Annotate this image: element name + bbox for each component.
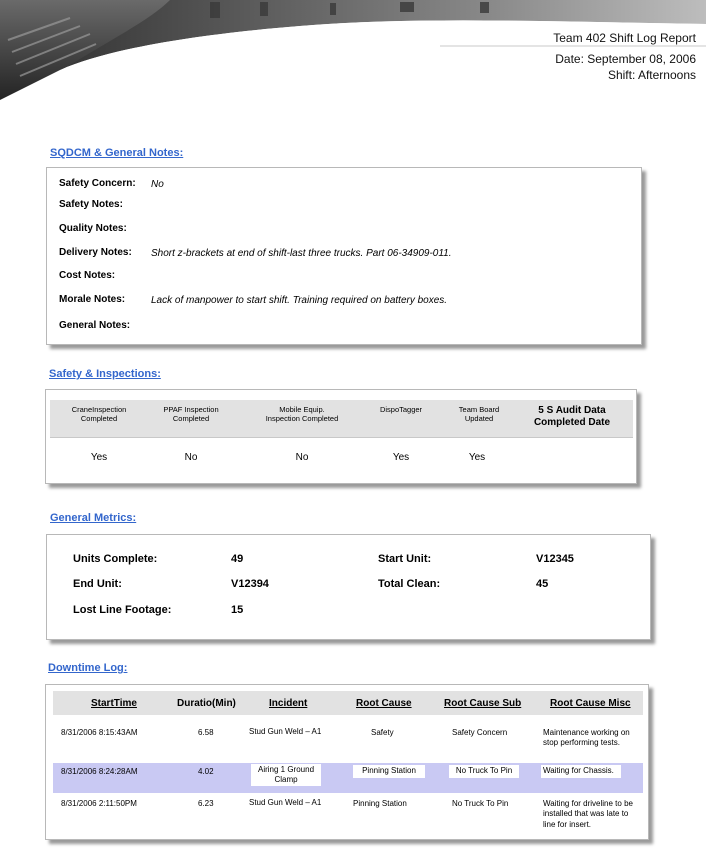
note-label: Cost Notes: (59, 270, 116, 281)
downtime-panel (45, 684, 649, 840)
dispotagger-header: DispoTagger (379, 405, 423, 414)
team-board-value: Yes (468, 452, 486, 463)
report-title: Team 402 Shift Log Report (553, 31, 696, 45)
root-cause-misc-header: Root Cause Misc (550, 698, 631, 709)
note-label: Safety Notes: (59, 199, 123, 210)
note-value: Lack of manpower to start shift. Training required on battery boxes. (151, 295, 448, 306)
note-value: No (151, 179, 164, 190)
duration-cell: 6.23 (198, 799, 214, 808)
ppaf-inspection-header: PPAF Inspection Completed (163, 405, 219, 423)
lost-line-footage-label: Lost Line Footage: (73, 604, 172, 616)
duration-cell: 6.58 (198, 728, 214, 737)
mobile-equip-value: No (295, 452, 309, 463)
note-label: General Notes: (59, 320, 131, 331)
root-cause-header: Root Cause (356, 698, 412, 709)
start-unit-value: V12345 (536, 553, 574, 565)
starttime-header: StartTime (91, 698, 137, 709)
end-unit-label: End Unit: (73, 578, 122, 590)
table-row-selected[interactable] (53, 763, 643, 793)
crane-inspection-value: Yes (90, 452, 108, 463)
root-cause-misc-cell: Maintenance working on stop performing tests. (543, 728, 630, 748)
units-complete-value: 49 (231, 553, 244, 565)
note-label: Safety Concern: (59, 178, 136, 189)
header-banner (0, 0, 706, 110)
start-time-cell: 8/31/2006 8:15:43AM (61, 728, 138, 737)
downtime-header-row (53, 691, 643, 715)
inspections-panel (45, 389, 637, 484)
inspections-heading[interactable]: Safety & Inspections: (49, 368, 161, 380)
incident-cell: Airing 1 Ground Clamp (251, 764, 321, 786)
root-cause-cell: Pinning Station (353, 765, 425, 778)
sqdcm-heading[interactable]: SQDCM & General Notes: (50, 147, 184, 159)
start-time-cell: 8/31/2006 8:24:28AM (61, 767, 138, 776)
downtime-heading[interactable]: Downtime Log: (48, 662, 128, 674)
root-cause-misc-cell: Waiting for driveline to be installed that was late to line for insert. (543, 799, 633, 829)
root-cause-sub-cell: No Truck To Pin (452, 799, 509, 808)
incident-cell: Stud Gun Weld – A1 (249, 798, 322, 807)
note-label: Morale Notes: (59, 294, 126, 305)
report-date: Date: September 08, 2006 (555, 52, 696, 66)
duration-cell: 4.02 (198, 767, 214, 776)
root-cause-cell: Pinning Station (353, 799, 407, 808)
table-row (53, 723, 643, 763)
ppaf-inspection-value: No (184, 452, 198, 463)
total-clean-value: 45 (536, 578, 549, 590)
root-cause-misc-cell: Waiting for Chassis. (541, 765, 621, 778)
root-cause-sub-header: Root Cause Sub (444, 698, 522, 709)
duration-header: Duratio(Min) (177, 698, 236, 709)
inspections-header-row (50, 400, 633, 438)
report-shift: Shift: Afternoons (607, 68, 696, 82)
team-board-header: Team Board Updated (458, 405, 500, 423)
start-unit-label: Start Unit: (378, 553, 432, 565)
units-complete-label: Units Complete: (73, 553, 158, 565)
incident-header: Incident (269, 698, 308, 709)
crane-inspection-header: CraneInspection Completed (71, 405, 127, 423)
note-label: Delivery Notes: (59, 247, 132, 258)
table-row (53, 795, 643, 835)
dispotagger-value: Yes (392, 452, 410, 463)
start-time-cell: 8/31/2006 2:11:50PM (61, 799, 137, 808)
note-label: Quality Notes: (59, 223, 127, 234)
sqdcm-panel (46, 167, 642, 345)
incident-cell: Stud Gun Weld – A1 (249, 727, 322, 736)
root-cause-sub-cell: No Truck To Pin (449, 765, 519, 778)
five-s-audit-header: 5 S Audit Data Completed Date (533, 405, 611, 428)
root-cause-cell: Safety (371, 728, 394, 737)
lost-line-footage-value: 15 (231, 604, 244, 616)
root-cause-sub-cell: Safety Concern (452, 728, 508, 737)
note-value: Short z-brackets at end of shift-last three trucks. Part 06-34909-011. (151, 248, 452, 259)
mobile-equip-header: Mobile Equip. Inspection Completed (265, 405, 339, 423)
metrics-panel (46, 534, 651, 640)
end-unit-value: V12394 (231, 578, 269, 590)
metrics-heading[interactable]: General Metrics: (50, 512, 137, 524)
total-clean-label: Total Clean: (378, 578, 441, 590)
